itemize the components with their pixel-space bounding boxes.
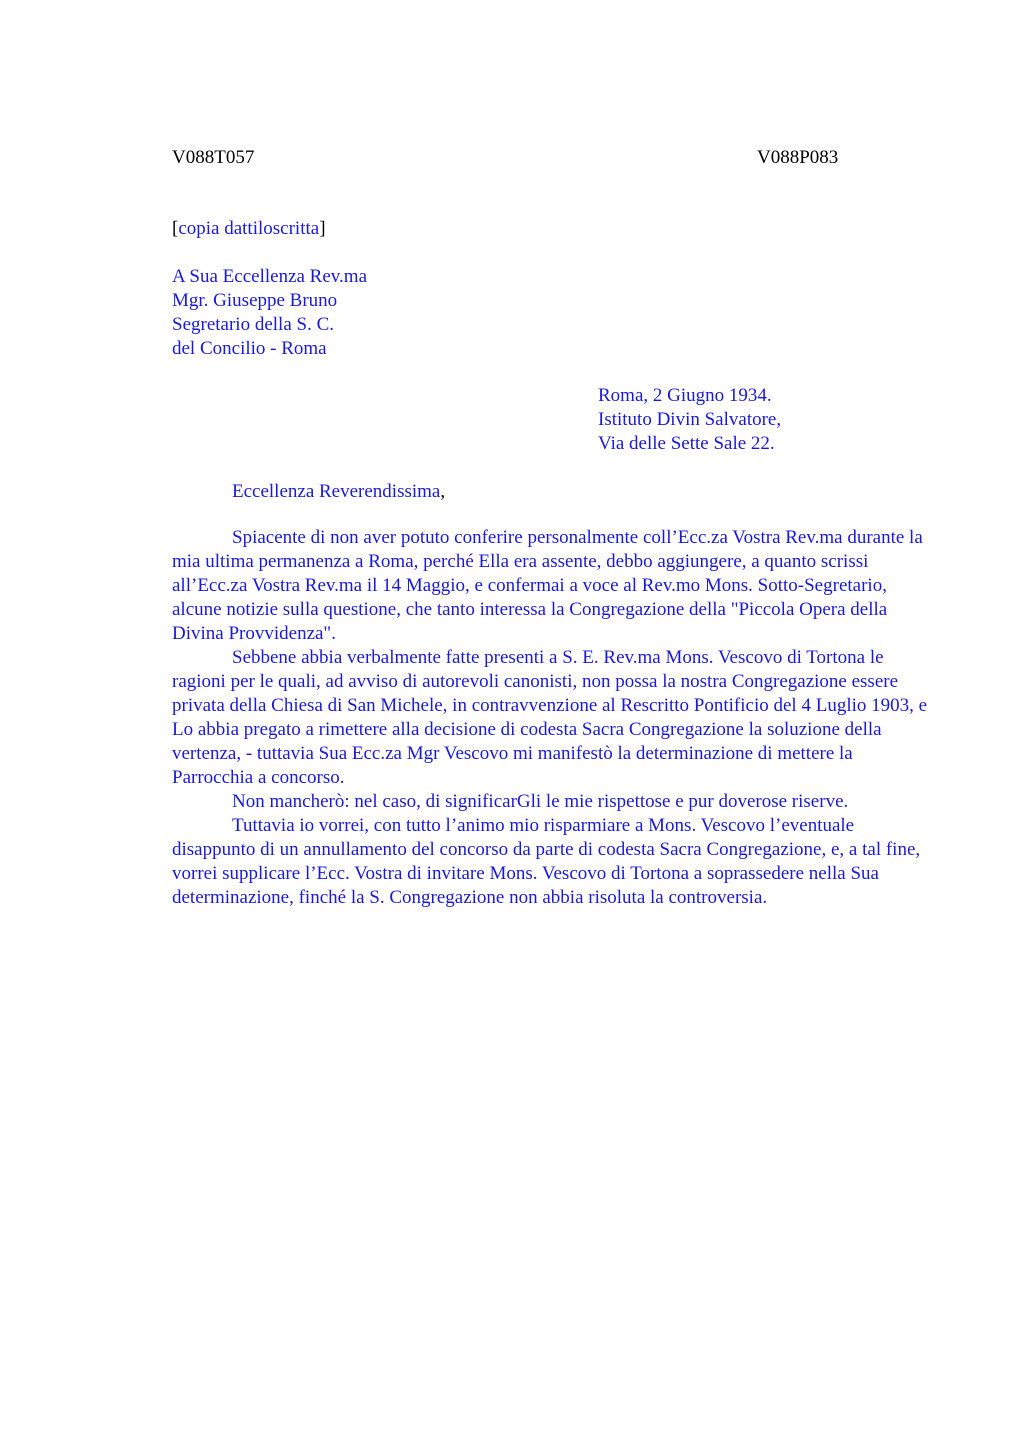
right-document-code: V088P083 [757,147,839,168]
note-close-bracket: ] [319,218,326,239]
recipient-address [172,265,367,361]
address-line: del Concilio - Roma [172,338,327,359]
sender-line: Via delle Sette Sale 22. [598,433,775,454]
body-paragraph: Non mancherò: nel caso, di significarGli le mie rispettose e pur doverose riserve. [232,791,849,812]
note-open-bracket: [ [172,218,179,239]
salutation-punct: , [440,481,446,502]
sender-line: Istituto Divin Salvatore, [598,409,782,430]
date-line: Roma, 2 Giugno 1934. [598,385,772,406]
copy-note [172,217,326,241]
letter-body [172,526,932,910]
address-line: Segretario della S. C. [172,314,334,335]
body-paragraph: Tuttavia io vorrei, con tutto l’animo mio risparmiare a Mons. Vescovo l’eventuale disappunto di un annullamento del concorso da parte di codesta Sacra Congregazione, e, a tal fine, vorrei supplicare l’Ecc. Vostra di invitare Mons. Vescovo di Tortona a soprassedere nella Sua determinazione, finché la S. Congregazione non abbia risoluta la controversia. [172,815,921,908]
date-and-sender-block [598,384,781,456]
left-document-code: V088T057 [172,147,255,168]
note-text: copia dattiloscritta [178,218,320,239]
address-line: A Sua Eccellenza Rev.ma [172,266,368,287]
salutation-text: Eccellenza Reverendissima [232,481,441,502]
salutation [232,480,445,504]
body-paragraph: Spiacente di non aver potuto conferire personalmente coll’Ecc.za Vostra Rev.ma durante la mia ultima permanenza a Roma, perché Ella era assente, debbo aggiungere, a quanto scrissi all’Ecc.za Vostra Rev.ma il 14 Maggio, e confermai a voce al Rev.mo Mons. Sotto-Segretario, alcune notizie sulla questione, che tanto interessa la Congregazione della "Piccola Opera della Divina Provvidenza". [172,527,923,644]
address-line: Mgr. Giuseppe Bruno [172,290,338,311]
body-paragraph: Sebbene abbia verbalmente fatte presenti a S. E. Rev.ma Mons. Vescovo di Tortona le ragioni per le quali, ad avviso di autorevoli canonisti, non possa la nostra Congregazione essere privata della Chiesa di San Michele, in contravvenzione al Rescritto Pontificio del 4 Luglio 1903, e Lo abbia pregato a rimettere alla decisione di codesta Sacra Congregazione la soluzione della vertenza, - tuttavia Sua Ecc.za Mgr Vescovo mi manifestò la determinazione di mettere la Parrocchia a concorso. [172,647,928,788]
